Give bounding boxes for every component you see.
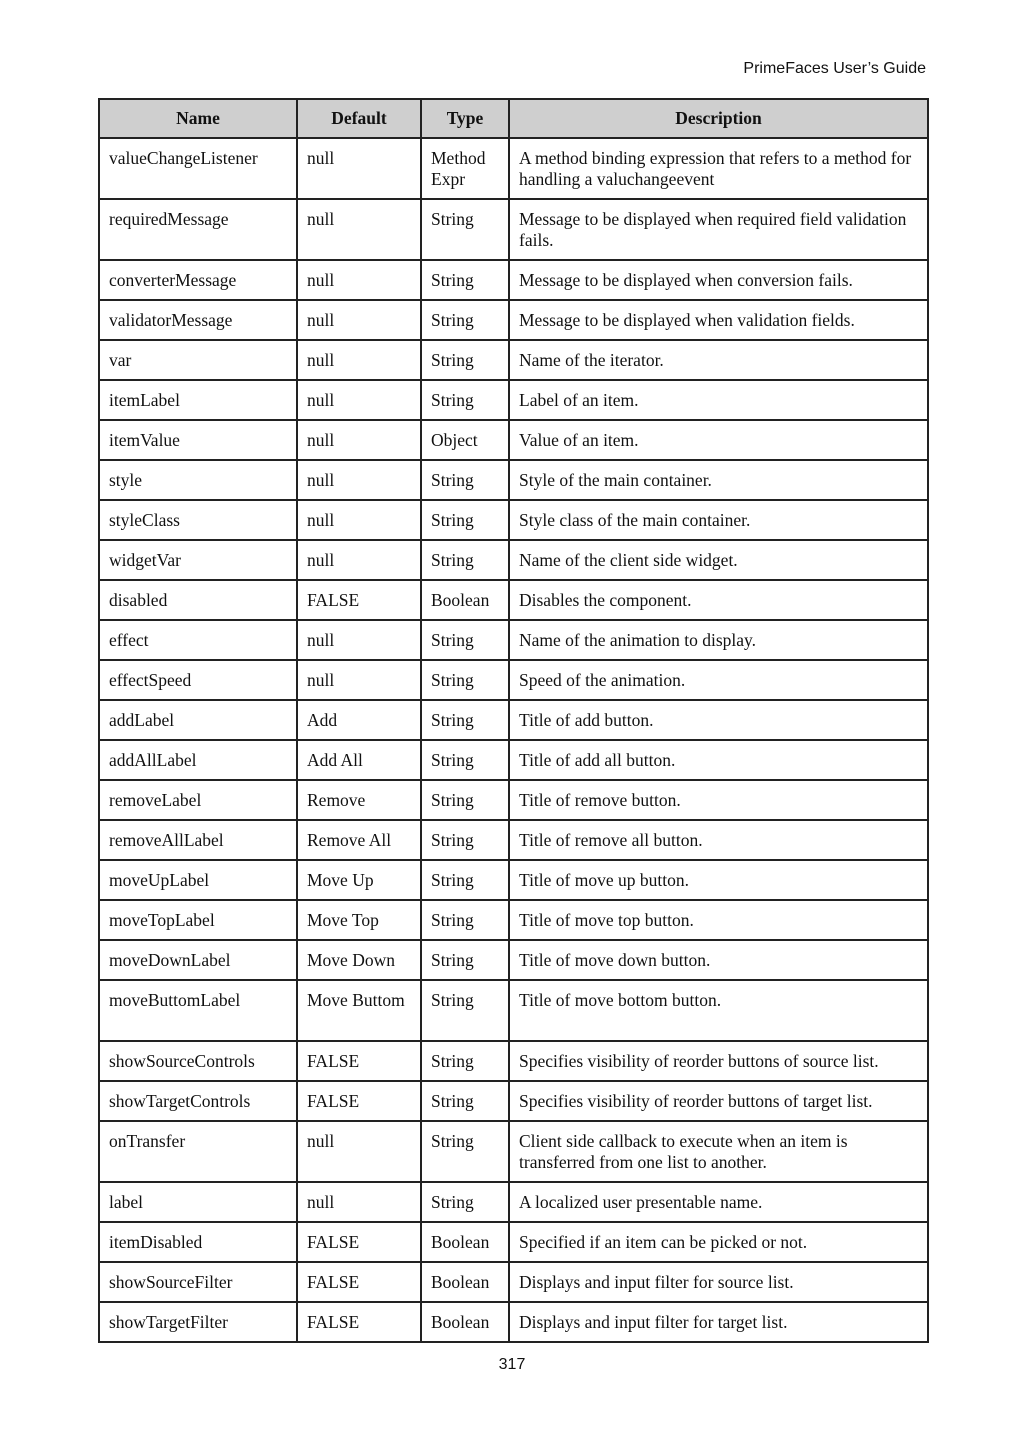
cell-description: Name of the client side widget. [509, 540, 928, 580]
table-row [99, 820, 928, 860]
cell-default: Add All [297, 740, 421, 780]
cell-type: Boolean [421, 580, 509, 620]
table-row [99, 199, 928, 260]
cell-description: Value of an item. [509, 420, 928, 460]
cell-type: String [421, 500, 509, 540]
cell-default: null [297, 300, 421, 340]
cell-type: String [421, 1121, 509, 1182]
cell-default: null [297, 460, 421, 500]
cell-default: null [297, 138, 421, 199]
cell-type: String [421, 340, 509, 380]
cell-type: String [421, 780, 509, 820]
table-row [99, 260, 928, 300]
cell-name: style [99, 460, 297, 500]
cell-name: addLabel [99, 700, 297, 740]
cell-type: String [421, 380, 509, 420]
cell-type: Boolean [421, 1222, 509, 1262]
cell-description: Message to be displayed when required field validation fails. [509, 199, 928, 260]
cell-description: Title of add button. [509, 700, 928, 740]
cell-description: Title of remove button. [509, 780, 928, 820]
cell-default: Move Down [297, 940, 421, 980]
cell-name: itemValue [99, 420, 297, 460]
cell-default: null [297, 1182, 421, 1222]
cell-default: Move Top [297, 900, 421, 940]
cell-type: String [421, 199, 509, 260]
cell-description: Message to be displayed when conversion fails. [509, 260, 928, 300]
cell-default: Remove All [297, 820, 421, 860]
cell-type: String [421, 900, 509, 940]
cell-name: itemLabel [99, 380, 297, 420]
cell-name: effect [99, 620, 297, 660]
cell-type: String [421, 700, 509, 740]
cell-name: requiredMessage [99, 199, 297, 260]
cell-type: Boolean [421, 1262, 509, 1302]
cell-name: moveTopLabel [99, 900, 297, 940]
cell-description: A method binding expression that refers to a method for handling a valuchangeevent [509, 138, 928, 199]
table-body [99, 138, 928, 1342]
cell-description: Name of the animation to display. [509, 620, 928, 660]
document-header: PrimeFaces User’s Guide [743, 60, 926, 77]
cell-description: Title of move down button. [509, 940, 928, 980]
cell-default: null [297, 1121, 421, 1182]
cell-default: Move Up [297, 860, 421, 900]
table-row [99, 500, 928, 540]
cell-default: FALSE [297, 1222, 421, 1262]
table-row [99, 420, 928, 460]
cell-description: Title of move bottom button. [509, 980, 928, 1041]
cell-type: String [421, 740, 509, 780]
cell-description: Style class of the main container. [509, 500, 928, 540]
table-row [99, 700, 928, 740]
cell-name: moveDownLabel [99, 940, 297, 980]
cell-default: Move Buttom [297, 980, 421, 1041]
cell-description: Title of move top button. [509, 900, 928, 940]
cell-type: String [421, 620, 509, 660]
cell-type: Object [421, 420, 509, 460]
cell-type: String [421, 980, 509, 1041]
cell-type: String [421, 860, 509, 900]
table-row [99, 740, 928, 780]
table-row [99, 580, 928, 620]
cell-name: showSourceFilter [99, 1262, 297, 1302]
cell-name: showTargetFilter [99, 1302, 297, 1342]
table-row [99, 860, 928, 900]
table-row [99, 1121, 928, 1182]
page-number: 317 [498, 1356, 526, 1373]
cell-name: moveUpLabel [99, 860, 297, 900]
cell-description: Title of move up button. [509, 860, 928, 900]
cell-description: Style of the main container. [509, 460, 928, 500]
cell-default: FALSE [297, 580, 421, 620]
table-row [99, 940, 928, 980]
cell-description: Speed of the animation. [509, 660, 928, 700]
table-header-row [99, 99, 928, 138]
cell-name: styleClass [99, 500, 297, 540]
table-row [99, 620, 928, 660]
cell-default: Remove [297, 780, 421, 820]
cell-default: null [297, 199, 421, 260]
cell-description: Title of add all button. [509, 740, 928, 780]
cell-description: Displays and input filter for source list. [509, 1262, 928, 1302]
cell-name: removeAllLabel [99, 820, 297, 860]
column-header-description: Description [509, 99, 928, 138]
table-row [99, 780, 928, 820]
cell-type: String [421, 1041, 509, 1081]
cell-name: disabled [99, 580, 297, 620]
cell-default: null [297, 420, 421, 460]
cell-type: String [421, 1182, 509, 1222]
cell-type: String [421, 300, 509, 340]
cell-type: String [421, 540, 509, 580]
cell-description: Name of the iterator. [509, 340, 928, 380]
cell-name: onTransfer [99, 1121, 297, 1182]
cell-default: null [297, 500, 421, 540]
table-row [99, 1262, 928, 1302]
cell-default: null [297, 340, 421, 380]
cell-name: valueChangeListener [99, 138, 297, 199]
table-row [99, 460, 928, 500]
cell-name: itemDisabled [99, 1222, 297, 1262]
cell-default: null [297, 660, 421, 700]
column-header-type: Type [421, 99, 509, 138]
table-row [99, 1222, 928, 1262]
cell-name: widgetVar [99, 540, 297, 580]
cell-default: null [297, 540, 421, 580]
cell-type: String [421, 660, 509, 700]
cell-default: FALSE [297, 1302, 421, 1342]
attributes-table [98, 98, 929, 1343]
cell-description: Label of an item. [509, 380, 928, 420]
cell-description: Disables the component. [509, 580, 928, 620]
cell-name: effectSpeed [99, 660, 297, 700]
cell-default: null [297, 620, 421, 660]
cell-default: null [297, 380, 421, 420]
cell-description: Client side callback to execute when an item is transferred from one list to another. [509, 1121, 928, 1182]
cell-description: Specifies visibility of reorder buttons of target list. [509, 1081, 928, 1121]
cell-description: Specifies visibility of reorder buttons of source list. [509, 1041, 928, 1081]
table-row [99, 1041, 928, 1081]
table-row [99, 138, 928, 199]
table-row [99, 380, 928, 420]
table-row [99, 1081, 928, 1121]
table-row [99, 340, 928, 380]
table-row [99, 540, 928, 580]
cell-type: Boolean [421, 1302, 509, 1342]
table-row [99, 660, 928, 700]
cell-description: Specified if an item can be picked or not. [509, 1222, 928, 1262]
cell-default: FALSE [297, 1081, 421, 1121]
cell-type: Method Expr [421, 138, 509, 199]
cell-name: showTargetControls [99, 1081, 297, 1121]
cell-default: FALSE [297, 1262, 421, 1302]
column-header-default: Default [297, 99, 421, 138]
table-row [99, 1302, 928, 1342]
column-header-name: Name [99, 99, 297, 138]
cell-description: Message to be displayed when validation fields. [509, 300, 928, 340]
cell-default: Add [297, 700, 421, 740]
cell-name: moveButtomLabel [99, 980, 297, 1041]
cell-name: validatorMessage [99, 300, 297, 340]
cell-description: A localized user presentable name. [509, 1182, 928, 1222]
cell-type: String [421, 940, 509, 980]
cell-description: Title of remove all button. [509, 820, 928, 860]
cell-name: var [99, 340, 297, 380]
cell-type: String [421, 260, 509, 300]
cell-name: removeLabel [99, 780, 297, 820]
cell-type: String [421, 1081, 509, 1121]
cell-type: String [421, 460, 509, 500]
cell-default: null [297, 260, 421, 300]
cell-name: showSourceControls [99, 1041, 297, 1081]
cell-name: converterMessage [99, 260, 297, 300]
table-row [99, 1182, 928, 1222]
table-row [99, 300, 928, 340]
cell-name: addAllLabel [99, 740, 297, 780]
cell-type: String [421, 820, 509, 860]
cell-description: Displays and input filter for target list. [509, 1302, 928, 1342]
table-row [99, 980, 928, 1041]
cell-default: FALSE [297, 1041, 421, 1081]
cell-name: label [99, 1182, 297, 1222]
table-row [99, 900, 928, 940]
